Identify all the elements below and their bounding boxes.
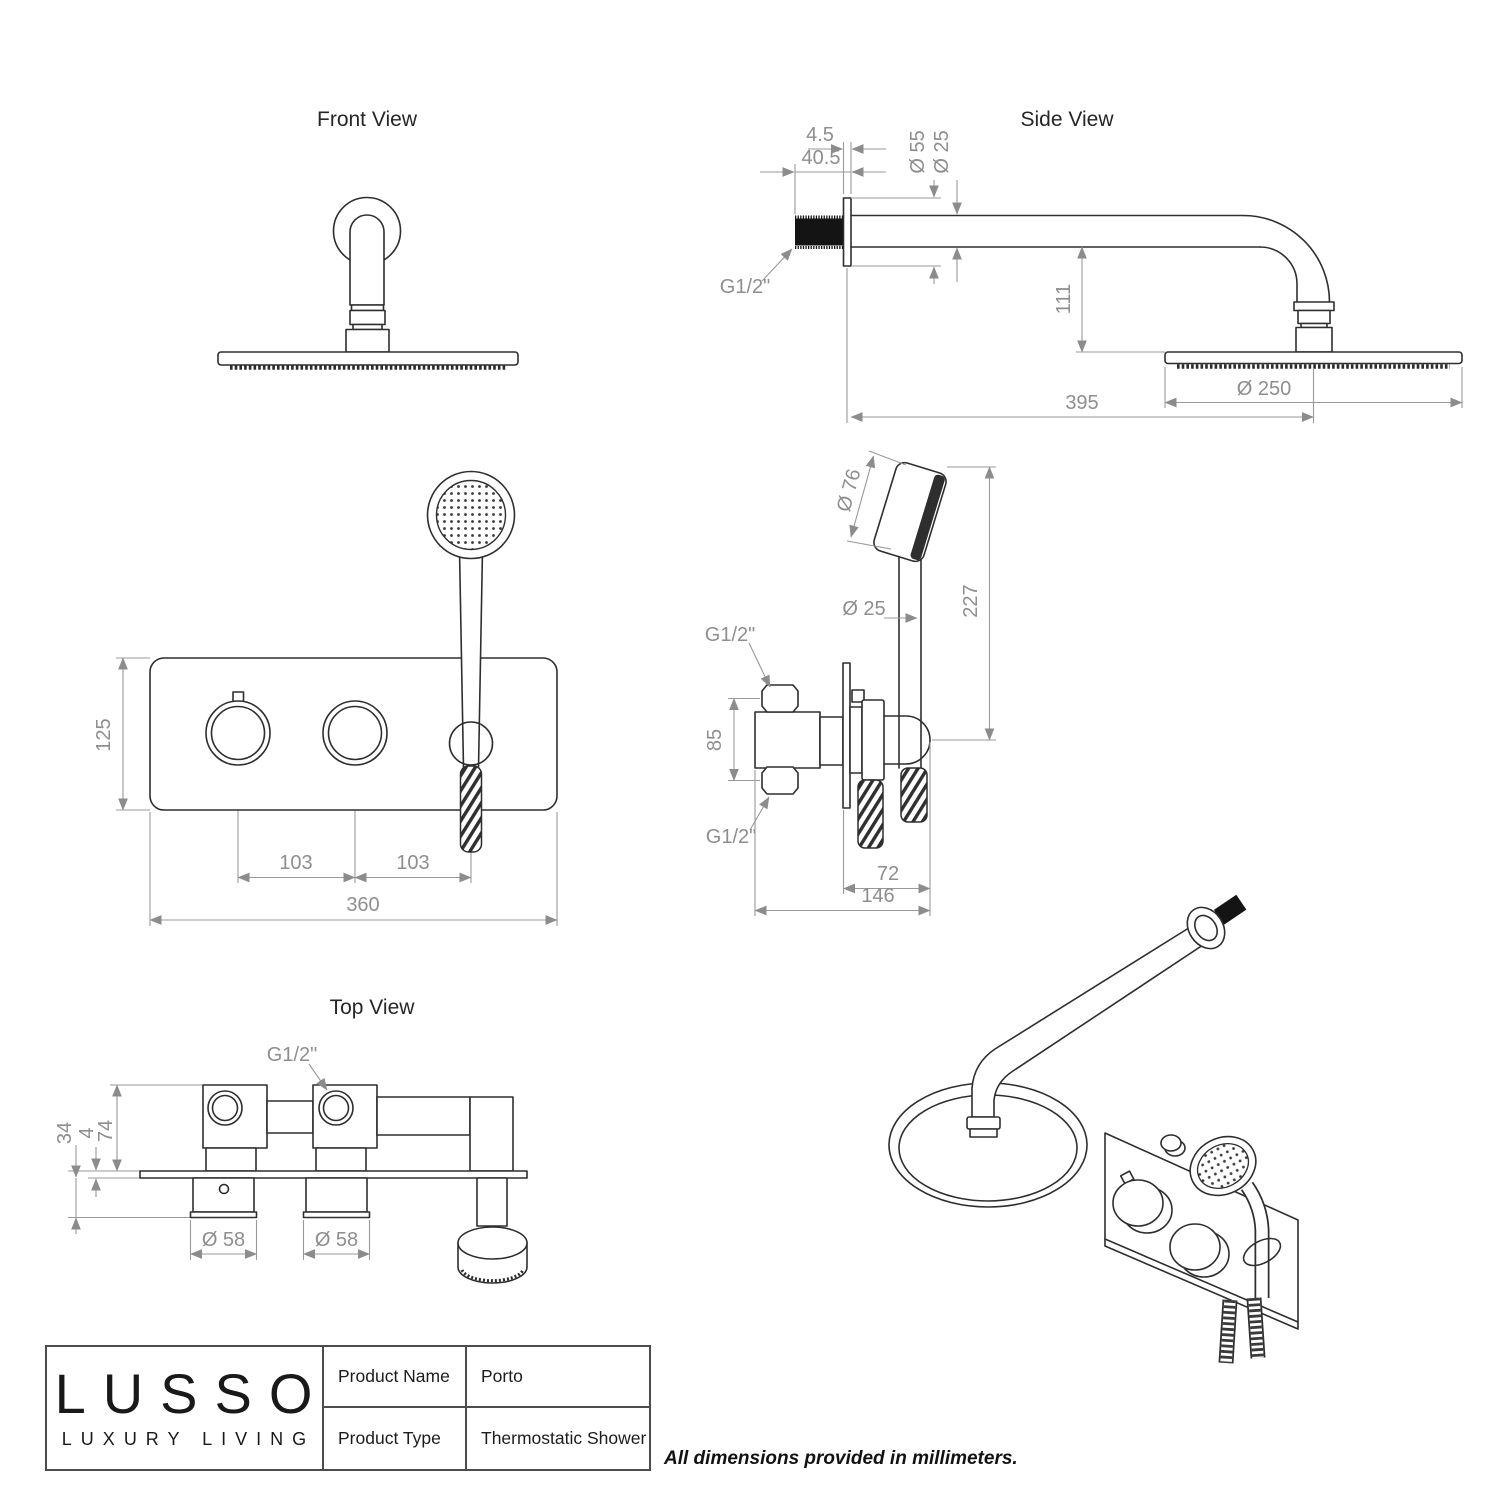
dim-inlet-spacing bbox=[704, 699, 760, 781]
thread-leader bbox=[720, 249, 792, 298]
svg-text:4: 4 bbox=[76, 1127, 98, 1139]
arm-tube bbox=[350, 215, 384, 305]
svg-text:G1/2": G1/2" bbox=[719, 276, 771, 298]
svg-text:111: 111 bbox=[1053, 283, 1075, 315]
svg-text:74: 74 bbox=[95, 1119, 117, 1143]
product-name-value: Porto bbox=[467, 1347, 649, 1408]
title-block bbox=[45, 1345, 651, 1471]
svg-text:4.5: 4.5 bbox=[806, 124, 834, 146]
svg-text:227: 227 bbox=[960, 584, 982, 618]
product-type-label: Product Type bbox=[324, 1408, 467, 1469]
svg-text:Ø 25: Ø 25 bbox=[931, 130, 953, 174]
valve-connector bbox=[820, 717, 843, 765]
inlet-bottom-leader bbox=[706, 797, 769, 848]
dim-knob1-diameter bbox=[191, 1220, 257, 1260]
knob-stem-side bbox=[850, 707, 862, 773]
handset-hose bbox=[461, 766, 482, 852]
svg-text:Ø 58: Ø 58 bbox=[314, 1229, 359, 1251]
iso-hoses bbox=[1226, 1298, 1258, 1363]
flow-knob bbox=[323, 701, 387, 765]
valve-side-view bbox=[704, 451, 996, 916]
handset-handle-side bbox=[899, 551, 921, 768]
handset-handle bbox=[460, 550, 483, 768]
side-view-title: Side View bbox=[1020, 108, 1114, 131]
iso-knob2 bbox=[1170, 1224, 1220, 1270]
plate-edge bbox=[843, 663, 850, 808]
svg-text:85: 85 bbox=[704, 728, 726, 752]
dim-handset-height bbox=[932, 467, 996, 740]
svg-text:Ø 250: Ø 250 bbox=[1236, 378, 1292, 400]
dim-head-drop bbox=[1053, 247, 1165, 352]
arm-nut-side bbox=[1294, 302, 1334, 352]
dim-flange-diameter bbox=[851, 130, 941, 284]
top-thread-leader bbox=[267, 1044, 327, 1090]
rough-in-body bbox=[203, 1085, 513, 1171]
dim-plate-height bbox=[93, 658, 150, 810]
dim-arm-diameter bbox=[931, 130, 957, 282]
top-view bbox=[54, 996, 527, 1283]
wall-flange bbox=[844, 198, 852, 266]
outlet-hose-side bbox=[858, 780, 883, 848]
knob-side bbox=[862, 700, 884, 780]
svg-text:G1/2": G1/2" bbox=[705, 826, 757, 848]
dimensions-footnote: All dimensions provided in millimeters. bbox=[664, 1448, 1018, 1469]
dim-roughin-depth bbox=[95, 1085, 117, 1171]
svg-text:Ø 58: Ø 58 bbox=[201, 1229, 246, 1251]
product-name-label: Product Name bbox=[324, 1347, 467, 1408]
product-type-value: Thermostatic Shower bbox=[481, 1428, 647, 1448]
holder-side bbox=[884, 716, 930, 764]
knob2-top bbox=[304, 1178, 370, 1218]
svg-text:Ø 76: Ø 76 bbox=[832, 466, 866, 515]
svg-text:G1/2": G1/2" bbox=[266, 1044, 318, 1066]
dim-knob2-diameter bbox=[304, 1220, 370, 1260]
svg-text:Ø 55: Ø 55 bbox=[907, 130, 929, 174]
valve-body bbox=[755, 712, 820, 768]
lusso-logo bbox=[47, 1347, 330, 1469]
svg-text:103: 103 bbox=[396, 852, 430, 874]
title-block-table bbox=[324, 1347, 649, 1469]
inlet-top-leader bbox=[705, 624, 770, 687]
plate-top-edge bbox=[140, 1171, 527, 1178]
brand-name: LUSSO bbox=[54, 1362, 330, 1425]
svg-text:G1/2": G1/2" bbox=[704, 624, 756, 646]
isometric-view bbox=[889, 895, 1298, 1363]
inlet-union-bottom bbox=[762, 767, 798, 794]
front-view bbox=[218, 108, 518, 368]
svg-text:72: 72 bbox=[876, 863, 900, 885]
valve-front-view bbox=[93, 472, 557, 927]
iso-knob1 bbox=[1113, 1180, 1163, 1226]
svg-text:Ø 25: Ø 25 bbox=[842, 598, 886, 620]
iso-valve bbox=[1105, 1125, 1298, 1363]
dim-plate-width bbox=[150, 812, 557, 926]
svg-text:125: 125 bbox=[93, 718, 115, 752]
iso-port-stub bbox=[1161, 1135, 1181, 1151]
wall-thread bbox=[795, 219, 844, 246]
svg-text:103: 103 bbox=[279, 852, 313, 874]
top-view-title: Top View bbox=[329, 996, 415, 1019]
handset-hose-side bbox=[901, 768, 927, 822]
arm-nut bbox=[346, 305, 389, 352]
dim-knob-spacing bbox=[238, 852, 355, 878]
svg-text:40.5: 40.5 bbox=[801, 147, 841, 169]
inlet-union-top bbox=[762, 685, 798, 712]
svg-text:146: 146 bbox=[861, 885, 895, 907]
svg-text:34: 34 bbox=[54, 1121, 76, 1145]
knob1-top bbox=[191, 1178, 257, 1218]
brand-tagline: LUXURY LIVING bbox=[61, 1429, 316, 1449]
shower-head-disc bbox=[218, 352, 518, 365]
shower-arm bbox=[851, 216, 1330, 303]
dim-outlet-spacing bbox=[355, 852, 471, 878]
handset-spray-face bbox=[437, 481, 506, 550]
svg-text:395: 395 bbox=[1065, 392, 1099, 414]
side-view bbox=[720, 108, 1462, 423]
holder-top bbox=[458, 1178, 527, 1283]
svg-text:360: 360 bbox=[346, 894, 380, 916]
dim-handle-diameter bbox=[842, 598, 917, 620]
front-view-title: Front View bbox=[317, 108, 417, 131]
shower-head-disc-side bbox=[1165, 352, 1462, 364]
dim-wall-to-flange bbox=[760, 147, 886, 214]
